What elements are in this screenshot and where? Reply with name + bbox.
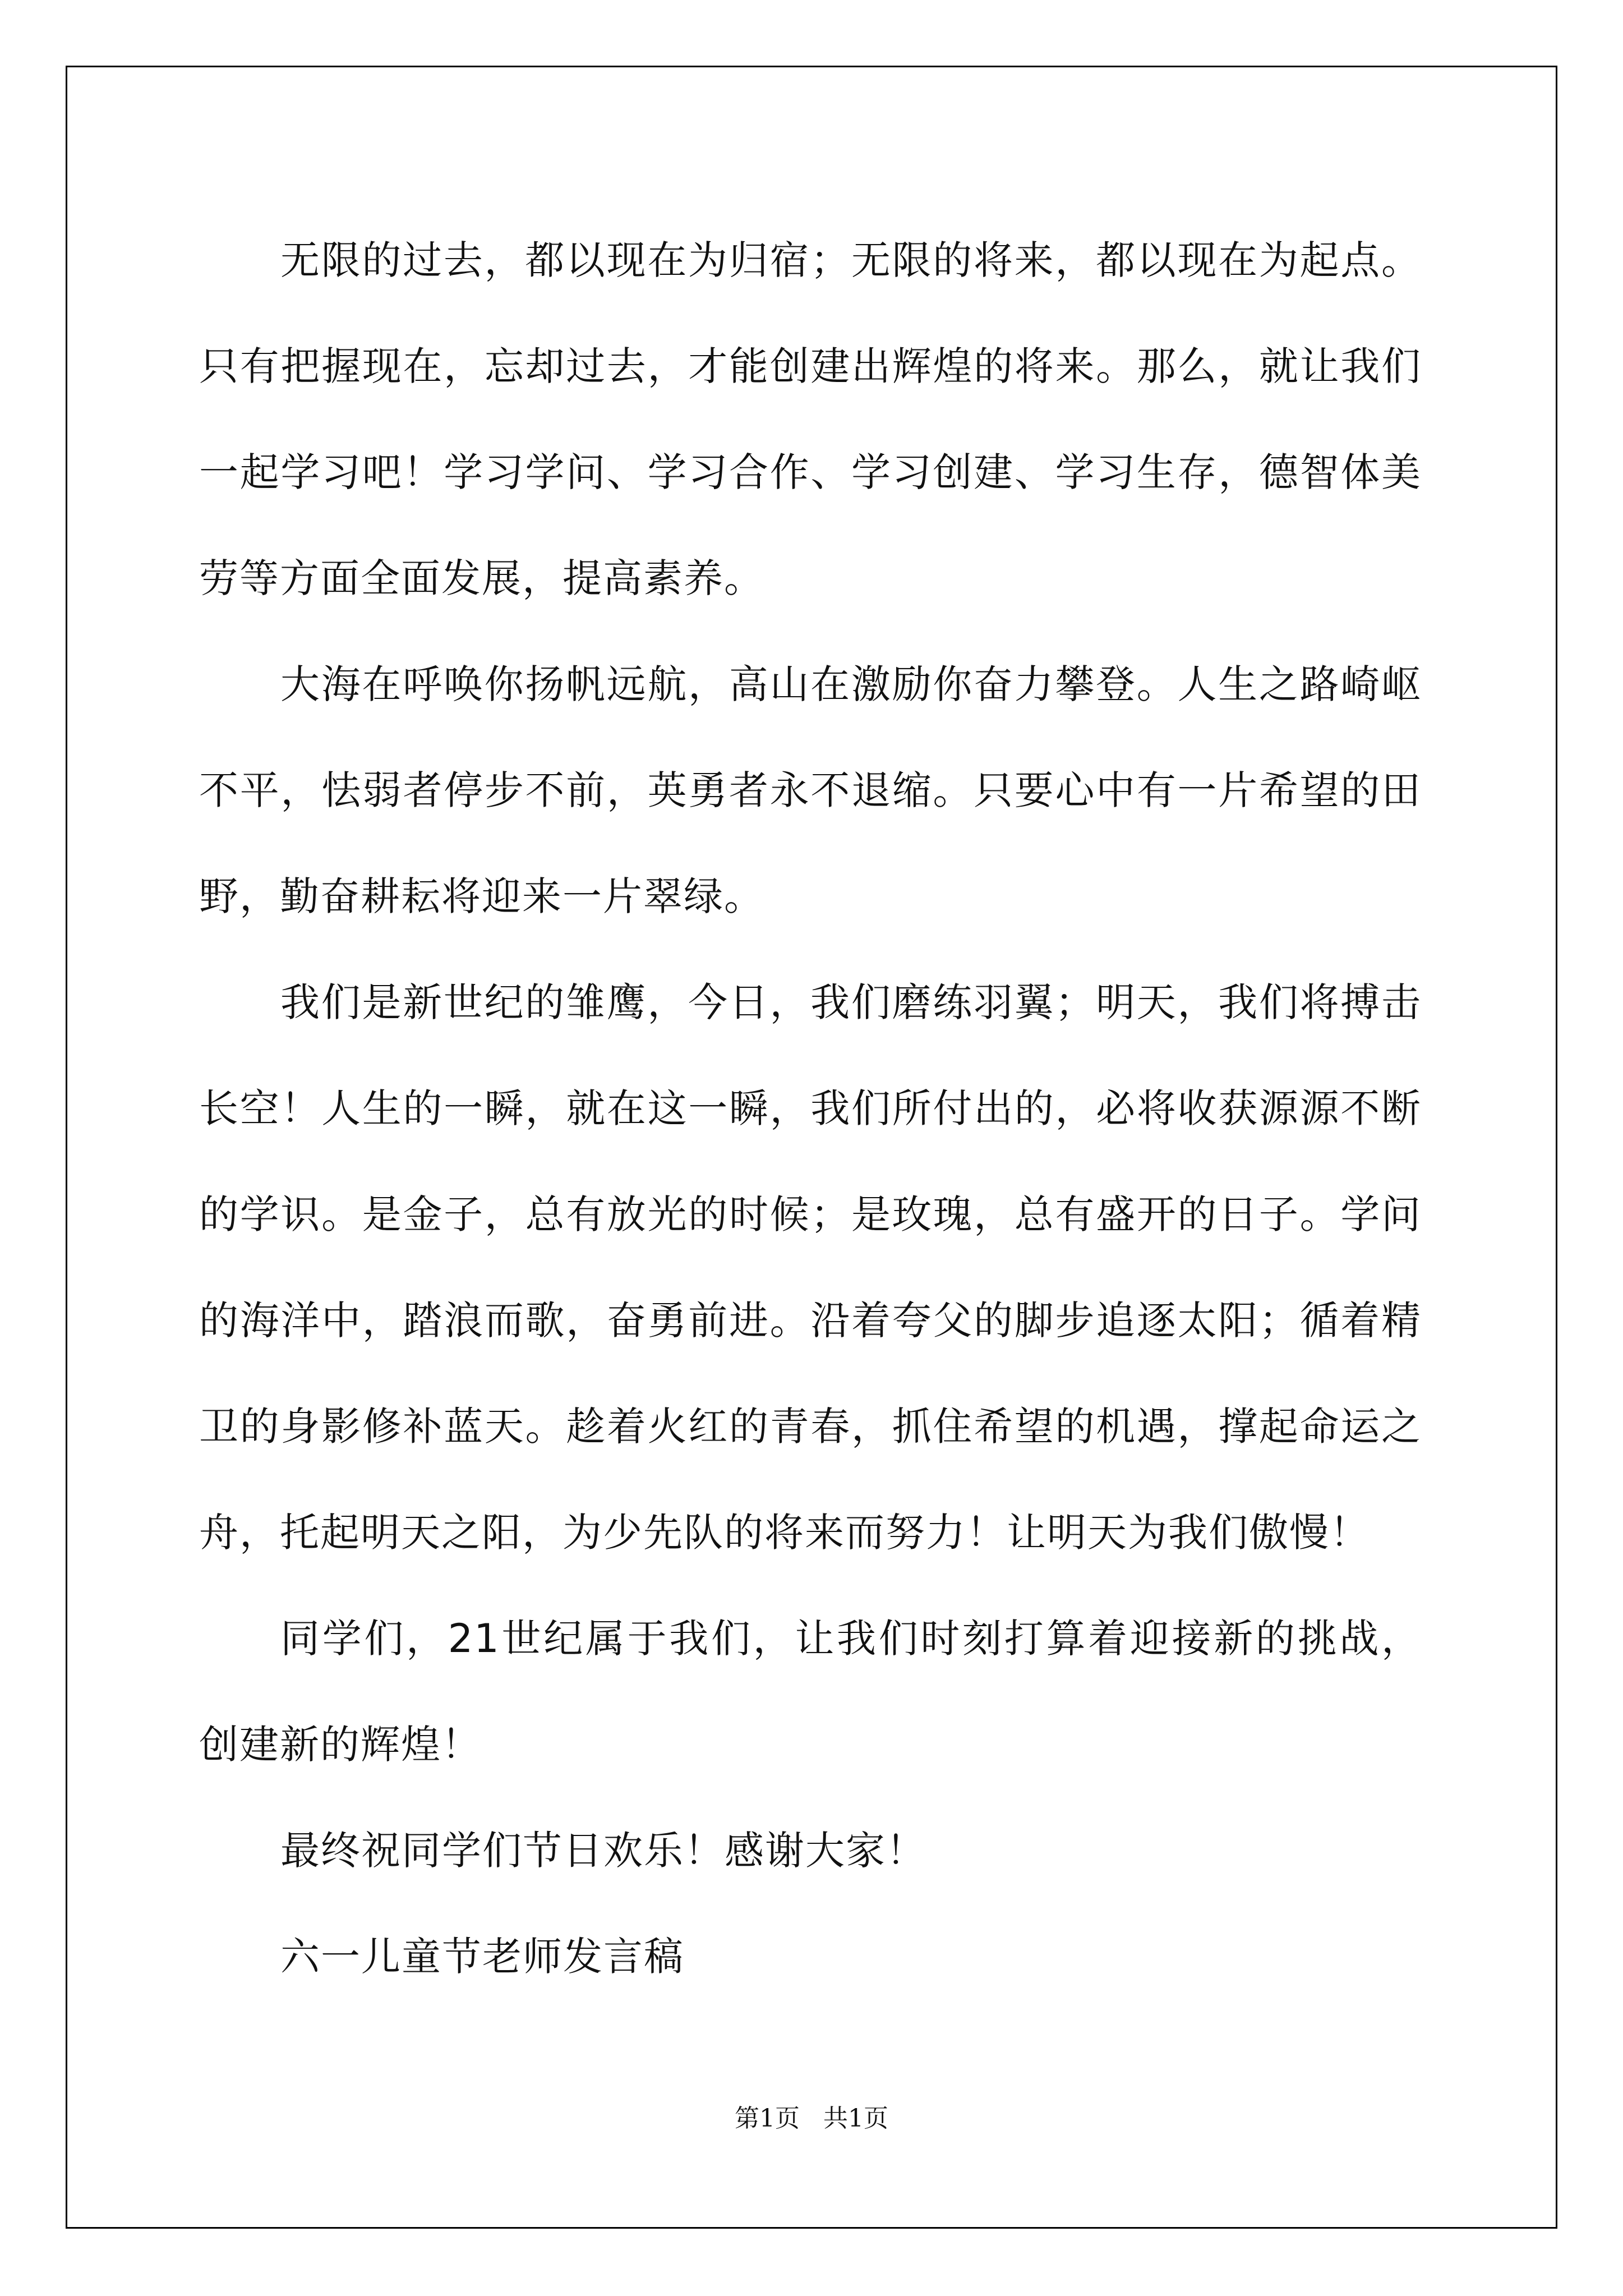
paragraph-4: 同学们，21世纪属于我们，让我们时刻打算着迎接新的挑战，创建新的辉煌！	[199, 1616, 1422, 1768]
page-footer: 第1页 共1页	[735, 2104, 888, 2133]
paragraph-2: 大海在呼唤你扬帆远航，高山在激励你奋力攀登。人生之路崎岖不平，怯弱者停步不前，英勇者永不退缩。只要心中有一片希望的田野，勤奋耕耘将迎来一片翠绿。	[199, 661, 1422, 919]
document-body	[199, 208, 1422, 2010]
paragraph-5: 最终祝同学们节日欢乐！感谢大家！	[280, 1828, 926, 1874]
paragraph-3: 我们是新世纪的雏鹰，今日，我们磨练羽翼；明天，我们将搏击长空！人生的一瞬，就在这一瞬，我们所付出的，必将收获源源不断的学识。是金子，总有放光的时候；是玫瑰，总有盛开的日子。学问的海洋中，踏浪而歌，奋勇前进。沿着夸父的脚步追逐太阳；循着精卫的身影修补蓝天。趁着火红的青春，抓住希望的机遇，撑起命运之舟，托起明天之阳，为少先队的将来而努力！让明天为我们傲慢！	[199, 979, 1422, 1556]
paragraph-1: 无限的过去，都以现在为归宿；无限的将来，都以现在为起点。只有把握现在，忘却过去，才能创建出辉煌的将来。那么，就让我们一起学习吧！学习学问、学习合作、学习创建、学习生存，德智体美劳等方面全面发展，提高素养。	[199, 237, 1422, 601]
document-title-line: 六一儿童节老师发言稿	[280, 1934, 684, 1980]
